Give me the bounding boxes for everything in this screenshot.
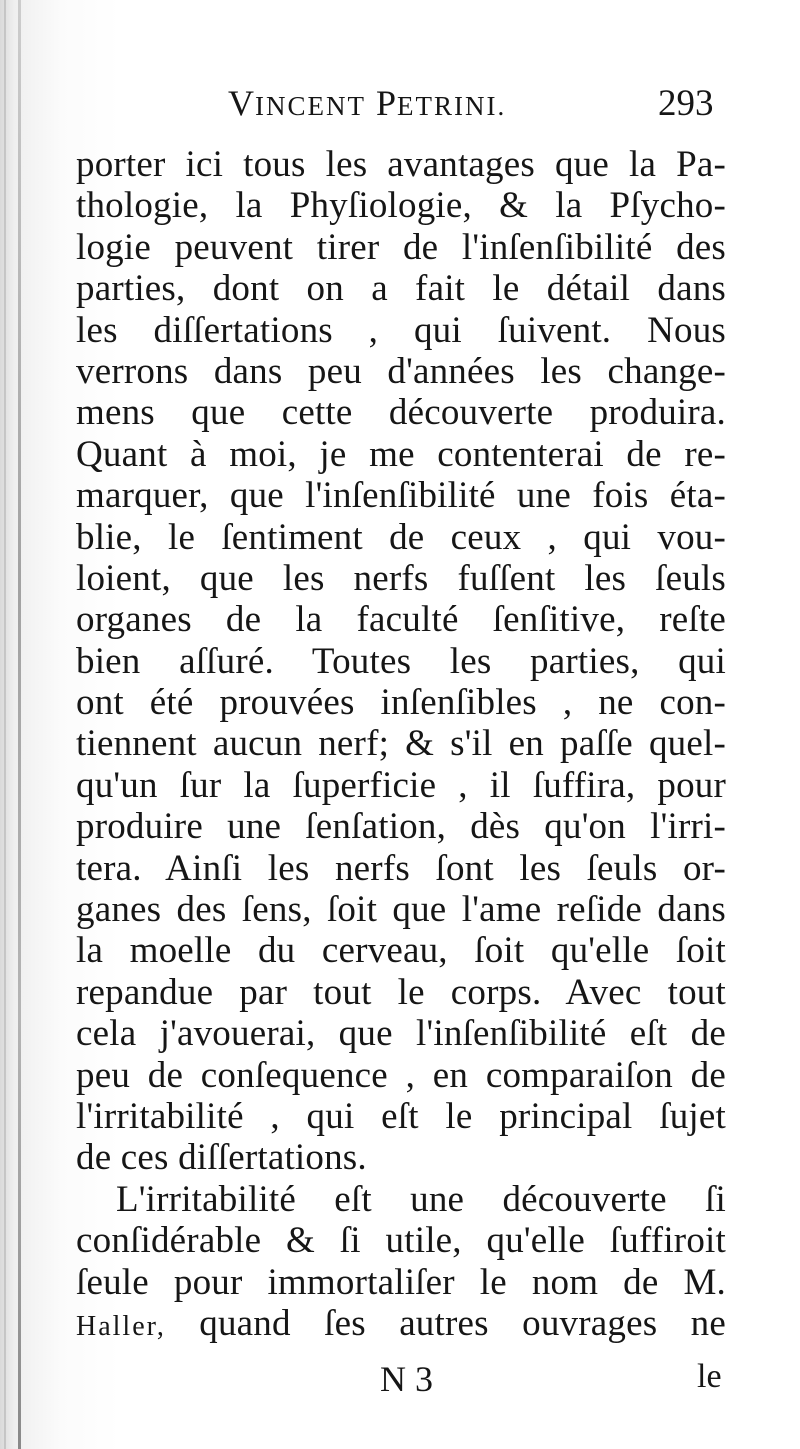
text-line: verrons dans peu d'années les change- xyxy=(76,350,726,392)
catchword: le xyxy=(697,1358,722,1395)
text-line: les diſſertations , qui ſuivent. Nous xyxy=(76,309,726,351)
body-text xyxy=(76,144,726,1344)
text-line: bien aſſuré. Toutes les parties, qui xyxy=(76,640,726,682)
author-name-haller: Haller, xyxy=(76,1310,166,1342)
text-line: produire une ſenſation, dès qu'on l'irri- xyxy=(76,806,726,848)
running-head-text: VINCENT PETRINI. xyxy=(228,83,507,123)
text-line: loient, que les nerfs fuſſent les ſeuls xyxy=(76,557,726,599)
text-line: porter ici tous les avantages que la Pa- xyxy=(76,144,726,185)
haller-following-word: quand xyxy=(199,1302,291,1344)
text-line: L'irritabilité eſt une découverte ſi xyxy=(116,1178,726,1220)
text-line: organes de la faculté ſenſitive, reſte xyxy=(76,599,726,641)
paragraph-end-line: de ces diſſertations. xyxy=(76,1137,367,1179)
text-line: parties, dont on a fait le détail dans xyxy=(76,268,726,310)
signature-mark: N 3 xyxy=(380,1359,433,1399)
text-line: marquer, que l'inſenſibilité une fois éta- xyxy=(76,475,726,517)
text-line: tera. Ainſi les nerfs ſont les ſeuls or- xyxy=(76,847,726,889)
text-line: tiennent aucun nerf; & s'il en paſſe quel- xyxy=(76,723,726,765)
text-line: qu'un ſur la ſuperficie , il ſuffira, pour xyxy=(76,764,726,806)
line-remainder: ſes autres ouvrages ne xyxy=(324,1302,727,1344)
text-line: la moelle du cerveau, ſoit qu'elle ſoit xyxy=(76,930,726,972)
text-line-haller xyxy=(76,1303,726,1344)
running-head xyxy=(228,82,506,124)
text-line: ganes des ſens, ſoit que l'ame reſide dans xyxy=(76,889,726,931)
text-line: conſidérable & ſi utile, qu'elle ſuffiroit xyxy=(76,1220,726,1262)
text-line: mens que cette découverte produira. xyxy=(76,392,726,434)
binding-edge xyxy=(4,0,6,1449)
text-line: blie, le ſentiment de ceux , qui vou- xyxy=(76,516,726,558)
text-line: logie peuvent tirer de l'inſenſibilité des xyxy=(76,226,726,268)
gutter-shadow xyxy=(18,0,21,1449)
text-line: peu de conſequence , en comparaiſon de xyxy=(76,1054,726,1096)
text-line: l'irritabilité , qui eſt le principal ſujet xyxy=(76,1095,726,1137)
text-line: ſeule pour immortaliſer le nom de M. xyxy=(76,1261,726,1303)
text-line: ont été prouvées inſenſibles , ne con- xyxy=(76,682,726,724)
text-line: repandue par tout le corps. Avec tout xyxy=(76,971,726,1013)
page-number: 293 xyxy=(658,83,714,124)
text-line: cela j'avouerai, que l'inſenſibilité eſt de xyxy=(76,1013,726,1055)
text-line: Quant à moi, je me contenterai de re- xyxy=(76,433,726,475)
text-line: thologie, la Phyſiologie, & la Pſycho- xyxy=(76,185,726,227)
